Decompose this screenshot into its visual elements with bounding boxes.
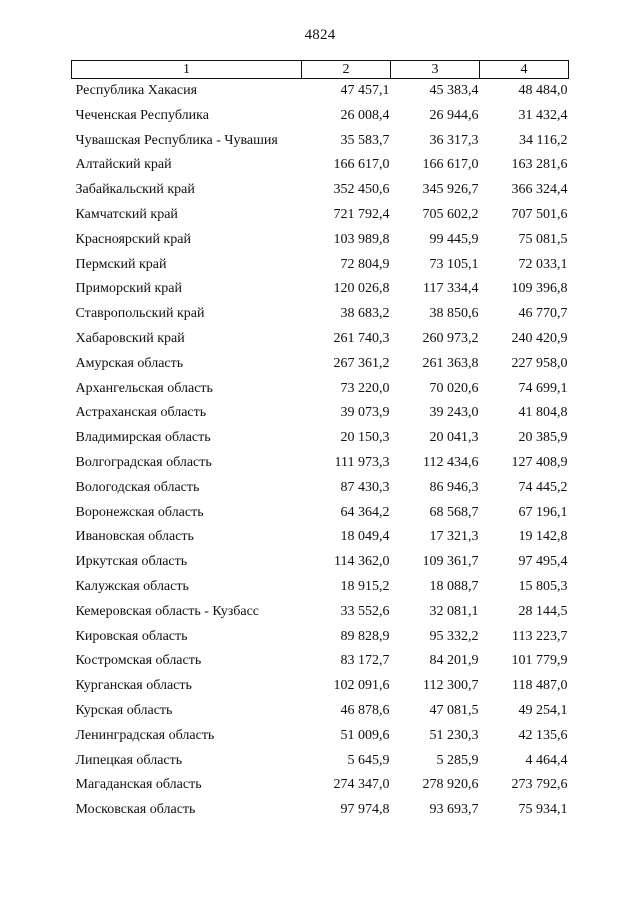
value-col2-cell: 5 645,9 <box>347 752 390 768</box>
value-col3-cell: 73 105,1 <box>429 256 479 272</box>
value-col4-cell: 75 081,5 <box>518 231 568 247</box>
value-col3-cell: 68 568,7 <box>429 504 479 520</box>
value-col2-cell: 64 364,2 <box>340 504 390 520</box>
table-row <box>72 749 569 774</box>
value-col2-cell: 73 220,0 <box>340 380 390 396</box>
table-row <box>72 153 569 178</box>
value-col4-cell: 74 699,1 <box>518 380 568 396</box>
value-col3-cell: 39 243,0 <box>429 405 479 421</box>
value-col3-cell: 109 361,7 <box>422 554 479 570</box>
value-col4-cell: 74 445,2 <box>518 479 568 495</box>
value-col2-cell: 18 049,4 <box>340 529 390 545</box>
page-number: 4824 <box>304 27 336 43</box>
value-col4-cell: 42 135,6 <box>518 727 568 743</box>
region-name-cell: Чувашская Республика - Чувашия <box>75 132 278 148</box>
value-col2-cell: 39 073,9 <box>340 405 390 421</box>
table-row <box>72 798 569 823</box>
column-header-3: 3 <box>391 61 480 79</box>
table-row <box>72 773 569 798</box>
value-col3-cell: 32 081,1 <box>429 603 479 619</box>
region-name-cell: Хабаровский край <box>75 330 185 346</box>
value-col2-cell: 51 009,6 <box>340 727 390 743</box>
value-col4-cell: 127 408,9 <box>511 454 568 470</box>
value-col2-cell: 18 915,2 <box>340 578 390 594</box>
table-row <box>72 501 569 526</box>
value-col4-cell: 49 254,1 <box>518 702 568 718</box>
value-col4-cell: 41 804,8 <box>518 405 568 421</box>
value-col4-cell: 19 142,8 <box>518 529 568 545</box>
value-col4-cell: 75 934,1 <box>518 802 568 818</box>
value-col2-cell: 721 792,4 <box>333 206 390 222</box>
value-col2-cell: 72 804,9 <box>340 256 390 272</box>
table-row <box>72 352 569 377</box>
value-col3-cell: 18 088,7 <box>429 578 479 594</box>
region-name-cell: Иркутская область <box>75 554 188 570</box>
table-row <box>72 451 569 476</box>
region-name-cell: Кировская область <box>75 628 188 644</box>
region-name-cell: Курганская область <box>75 678 192 694</box>
region-name-cell: Алтайский край <box>75 157 172 173</box>
table-row <box>72 699 569 724</box>
value-col4-cell: 15 805,3 <box>518 578 568 594</box>
value-col2-cell: 114 362,0 <box>334 554 390 570</box>
region-name-cell: Архангельская область <box>75 380 213 396</box>
value-col3-cell: 112 434,6 <box>423 454 479 470</box>
value-col2-cell: 102 091,6 <box>333 678 390 694</box>
region-name-cell: Амурская область <box>75 355 184 371</box>
value-col4-cell: 72 033,1 <box>518 256 568 272</box>
value-col3-cell: 345 926,7 <box>422 182 479 198</box>
region-name-cell: Республика Хакасия <box>75 83 198 98</box>
value-col3-cell: 166 617,0 <box>422 157 479 173</box>
region-name-cell: Ленинградская область <box>75 727 215 743</box>
table-row <box>72 129 569 154</box>
region-name-cell: Пермский край <box>75 256 167 272</box>
table-row <box>72 674 569 699</box>
region-name-cell: Ставропольский край <box>75 306 205 322</box>
region-name-cell: Липецкая область <box>75 752 183 768</box>
value-col3-cell: 117 334,4 <box>423 281 479 297</box>
value-col2-cell: 46 878,6 <box>340 702 390 718</box>
value-col4-cell: 707 501,6 <box>511 206 568 222</box>
header-row <box>72 61 569 79</box>
value-col2-cell: 89 828,9 <box>340 628 390 644</box>
table-row <box>72 575 569 600</box>
value-col4-cell: 4 464,4 <box>525 752 568 768</box>
value-col2-cell: 274 347,0 <box>333 777 390 793</box>
value-col4-cell: 109 396,8 <box>511 281 568 297</box>
value-col3-cell: 112 300,7 <box>423 678 479 694</box>
value-col3-cell: 278 920,6 <box>422 777 479 793</box>
value-col4-cell: 20 385,9 <box>518 430 568 446</box>
value-col4-cell: 34 116,2 <box>519 132 568 148</box>
table-row <box>72 79 569 104</box>
region-name-cell: Волгоградская область <box>75 454 212 470</box>
table-row <box>72 327 569 352</box>
value-col4-cell: 113 223,7 <box>512 628 568 644</box>
region-name-cell: Московская область <box>75 802 196 818</box>
region-name-cell: Курская область <box>75 702 173 718</box>
value-col2-cell: 103 989,8 <box>333 231 390 247</box>
value-col2-cell: 267 361,2 <box>333 355 390 371</box>
regions-table <box>71 60 569 823</box>
region-name-cell: Ивановская область <box>75 529 194 545</box>
value-col4-cell: 97 495,4 <box>518 554 568 570</box>
value-col3-cell: 45 383,4 <box>429 83 479 98</box>
region-name-cell: Приморский край <box>75 281 182 297</box>
value-col3-cell: 705 602,2 <box>422 206 479 222</box>
value-col3-cell: 93 693,7 <box>429 802 479 818</box>
value-col2-cell: 87 430,3 <box>340 479 390 495</box>
value-col2-cell: 38 683,2 <box>340 306 390 322</box>
region-name-cell: Вологодская область <box>75 479 200 495</box>
table-row <box>72 302 569 327</box>
table-row <box>72 228 569 253</box>
table-row <box>72 377 569 402</box>
table-row <box>72 600 569 625</box>
value-col4-cell: 227 958,0 <box>511 355 568 371</box>
value-col4-cell: 46 770,7 <box>518 306 568 322</box>
value-col3-cell: 86 946,3 <box>429 479 479 495</box>
value-col3-cell: 99 445,9 <box>429 231 479 247</box>
region-name-cell: Красноярский край <box>75 231 191 247</box>
value-col3-cell: 261 363,8 <box>422 355 479 371</box>
table-row <box>72 277 569 302</box>
value-col3-cell: 51 230,3 <box>429 727 479 743</box>
value-col3-cell: 70 020,6 <box>429 380 479 396</box>
value-col2-cell: 97 974,8 <box>340 802 390 818</box>
column-header-4: 4 <box>480 61 569 79</box>
region-name-cell: Забайкальский край <box>75 182 195 198</box>
value-col3-cell: 5 285,9 <box>436 752 479 768</box>
value-col3-cell: 17 321,3 <box>429 529 479 545</box>
value-col4-cell: 118 487,0 <box>512 678 568 694</box>
value-col4-cell: 240 420,9 <box>511 330 568 346</box>
value-col3-cell: 20 041,3 <box>429 430 479 446</box>
table-row <box>72 649 569 674</box>
value-col2-cell: 33 552,6 <box>340 603 390 619</box>
value-col4-cell: 101 779,9 <box>511 653 568 669</box>
table-row <box>72 203 569 228</box>
value-col3-cell: 47 081,5 <box>429 702 479 718</box>
table-row <box>72 104 569 129</box>
table-row <box>72 476 569 501</box>
value-col2-cell: 166 617,0 <box>333 157 390 173</box>
column-header-2: 2 <box>302 61 391 79</box>
value-col3-cell: 84 201,9 <box>429 653 479 669</box>
value-col2-cell: 26 008,4 <box>340 107 390 123</box>
value-col2-cell: 352 450,6 <box>333 182 390 198</box>
table-row <box>72 401 569 426</box>
table-header <box>72 61 569 79</box>
value-col4-cell: 67 196,1 <box>518 504 568 520</box>
table-body <box>72 79 569 823</box>
value-col3-cell: 36 317,3 <box>429 132 479 148</box>
value-col2-cell: 120 026,8 <box>333 281 390 297</box>
region-name-cell: Кемеровская область - Кузбасс <box>75 603 260 619</box>
value-col4-cell: 366 324,4 <box>511 182 568 198</box>
region-name-cell: Воронежская область <box>75 504 204 520</box>
value-col3-cell: 26 944,6 <box>429 107 479 123</box>
table-row <box>72 178 569 203</box>
region-name-cell: Астраханская область <box>75 405 207 421</box>
region-name-cell: Магаданская область <box>75 777 202 793</box>
value-col2-cell: 20 150,3 <box>340 430 390 446</box>
table-row <box>72 724 569 749</box>
value-col4-cell: 28 144,5 <box>518 603 568 619</box>
value-col4-cell: 48 484,0 <box>518 83 568 98</box>
column-header-1: 1 <box>72 61 302 79</box>
value-col4-cell: 273 792,6 <box>511 777 568 793</box>
value-col2-cell: 111 973,3 <box>334 454 390 470</box>
value-col2-cell: 47 457,1 <box>340 83 390 98</box>
table-row <box>72 426 569 451</box>
value-col2-cell: 83 172,7 <box>340 653 390 669</box>
value-col3-cell: 260 973,2 <box>422 330 479 346</box>
table-row <box>72 253 569 278</box>
value-col4-cell: 31 432,4 <box>518 107 568 123</box>
table-row <box>72 625 569 650</box>
value-col4-cell: 163 281,6 <box>511 157 568 173</box>
table-row <box>72 525 569 550</box>
table-row <box>72 550 569 575</box>
region-name-cell: Костромская область <box>75 653 202 669</box>
region-name-cell: Калужская область <box>75 578 189 594</box>
value-col3-cell: 38 850,6 <box>429 306 479 322</box>
value-col2-cell: 261 740,3 <box>333 330 390 346</box>
value-col3-cell: 95 332,2 <box>429 628 479 644</box>
region-name-cell: Камчатский край <box>75 206 178 222</box>
region-name-cell: Владимирская область <box>75 430 211 446</box>
value-col2-cell: 35 583,7 <box>340 132 390 148</box>
region-name-cell: Чеченская Республика <box>75 107 209 123</box>
